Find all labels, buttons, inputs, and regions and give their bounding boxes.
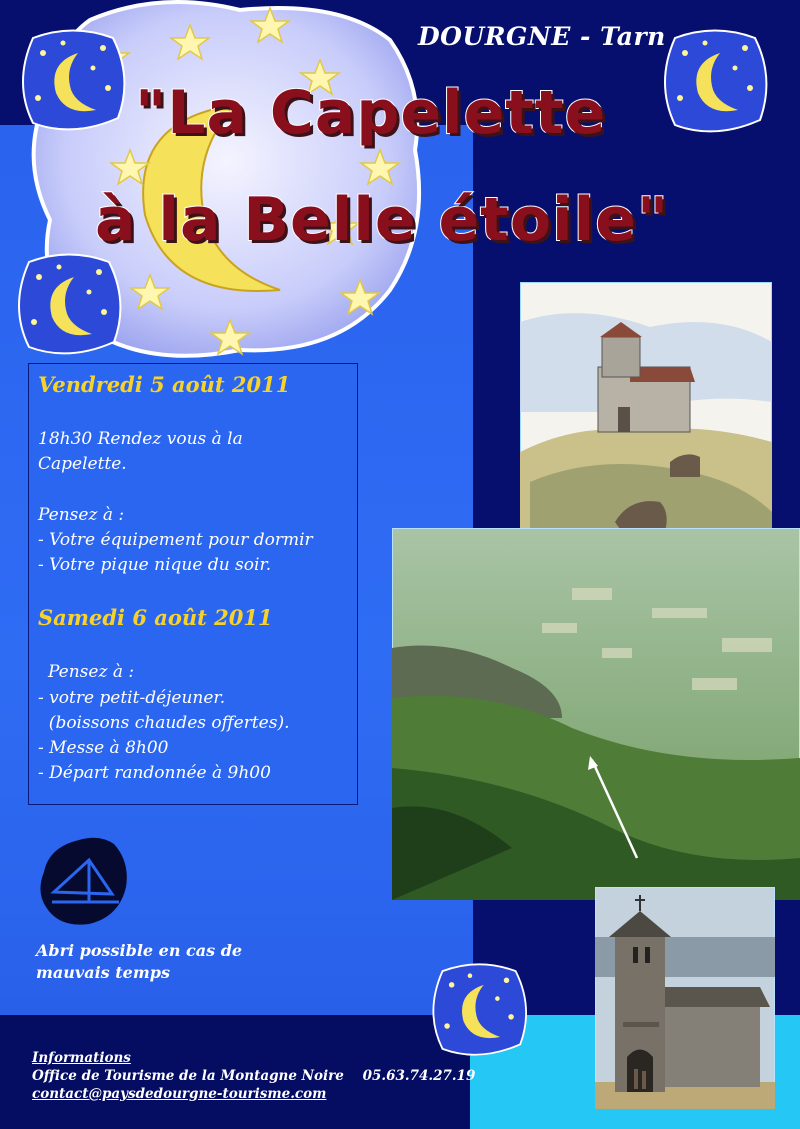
shelter-note xyxy=(36,940,266,984)
friday-meet-place: Capelette. xyxy=(38,454,127,474)
shelter-icon xyxy=(34,832,132,928)
saturday-item: (boissons chaudes offertes). xyxy=(38,713,290,733)
info-heading: Informations xyxy=(32,1050,131,1066)
title-line-2: à la Belle étoile" xyxy=(95,185,670,255)
small-moon-cloud-icon xyxy=(428,962,532,1058)
location-header: DOURGNE - Tarn xyxy=(418,22,666,51)
small-moon-cloud-icon xyxy=(660,28,772,136)
office-name: Office de Tourisme de la Montagne Noire xyxy=(32,1068,344,1084)
aerial-landscape-image xyxy=(392,528,800,900)
title-line-1: "La Capelette xyxy=(135,78,607,148)
friday-item: - Votre équipement pour dormir xyxy=(38,530,313,550)
small-moon-cloud-icon xyxy=(14,252,126,357)
friday-item: - Votre pique nique du soir. xyxy=(38,555,272,575)
chapel-photo-image xyxy=(595,887,775,1109)
saturday-heading: Samedi 6 août 2011 xyxy=(38,605,273,630)
email-link[interactable]: contact@paysdedourgne-tourisme.com xyxy=(32,1086,327,1102)
shelter-line-2: mauvais temps xyxy=(36,963,170,982)
chapel-watercolor-image xyxy=(520,282,772,564)
office-phone: 05.63.74.27.19 xyxy=(362,1068,476,1084)
friday-meet-time: 18h30 Rendez vous à la xyxy=(38,429,243,449)
friday-heading: Vendredi 5 août 2011 xyxy=(38,372,291,397)
saturday-item: - votre petit-déjeuner. xyxy=(38,688,226,708)
saturday-item: - Messe à 8h00 xyxy=(38,738,169,758)
shelter-line-1: Abri possible en cas de xyxy=(36,941,243,960)
small-moon-cloud-icon xyxy=(18,28,130,133)
friday-think-label: Pensez à : xyxy=(38,505,125,525)
office-line xyxy=(32,1067,475,1085)
footer-info xyxy=(32,1049,475,1103)
saturday-item: - Départ randonnée à 9h00 xyxy=(38,763,271,783)
saturday-think-label: Pensez à : xyxy=(48,662,135,682)
